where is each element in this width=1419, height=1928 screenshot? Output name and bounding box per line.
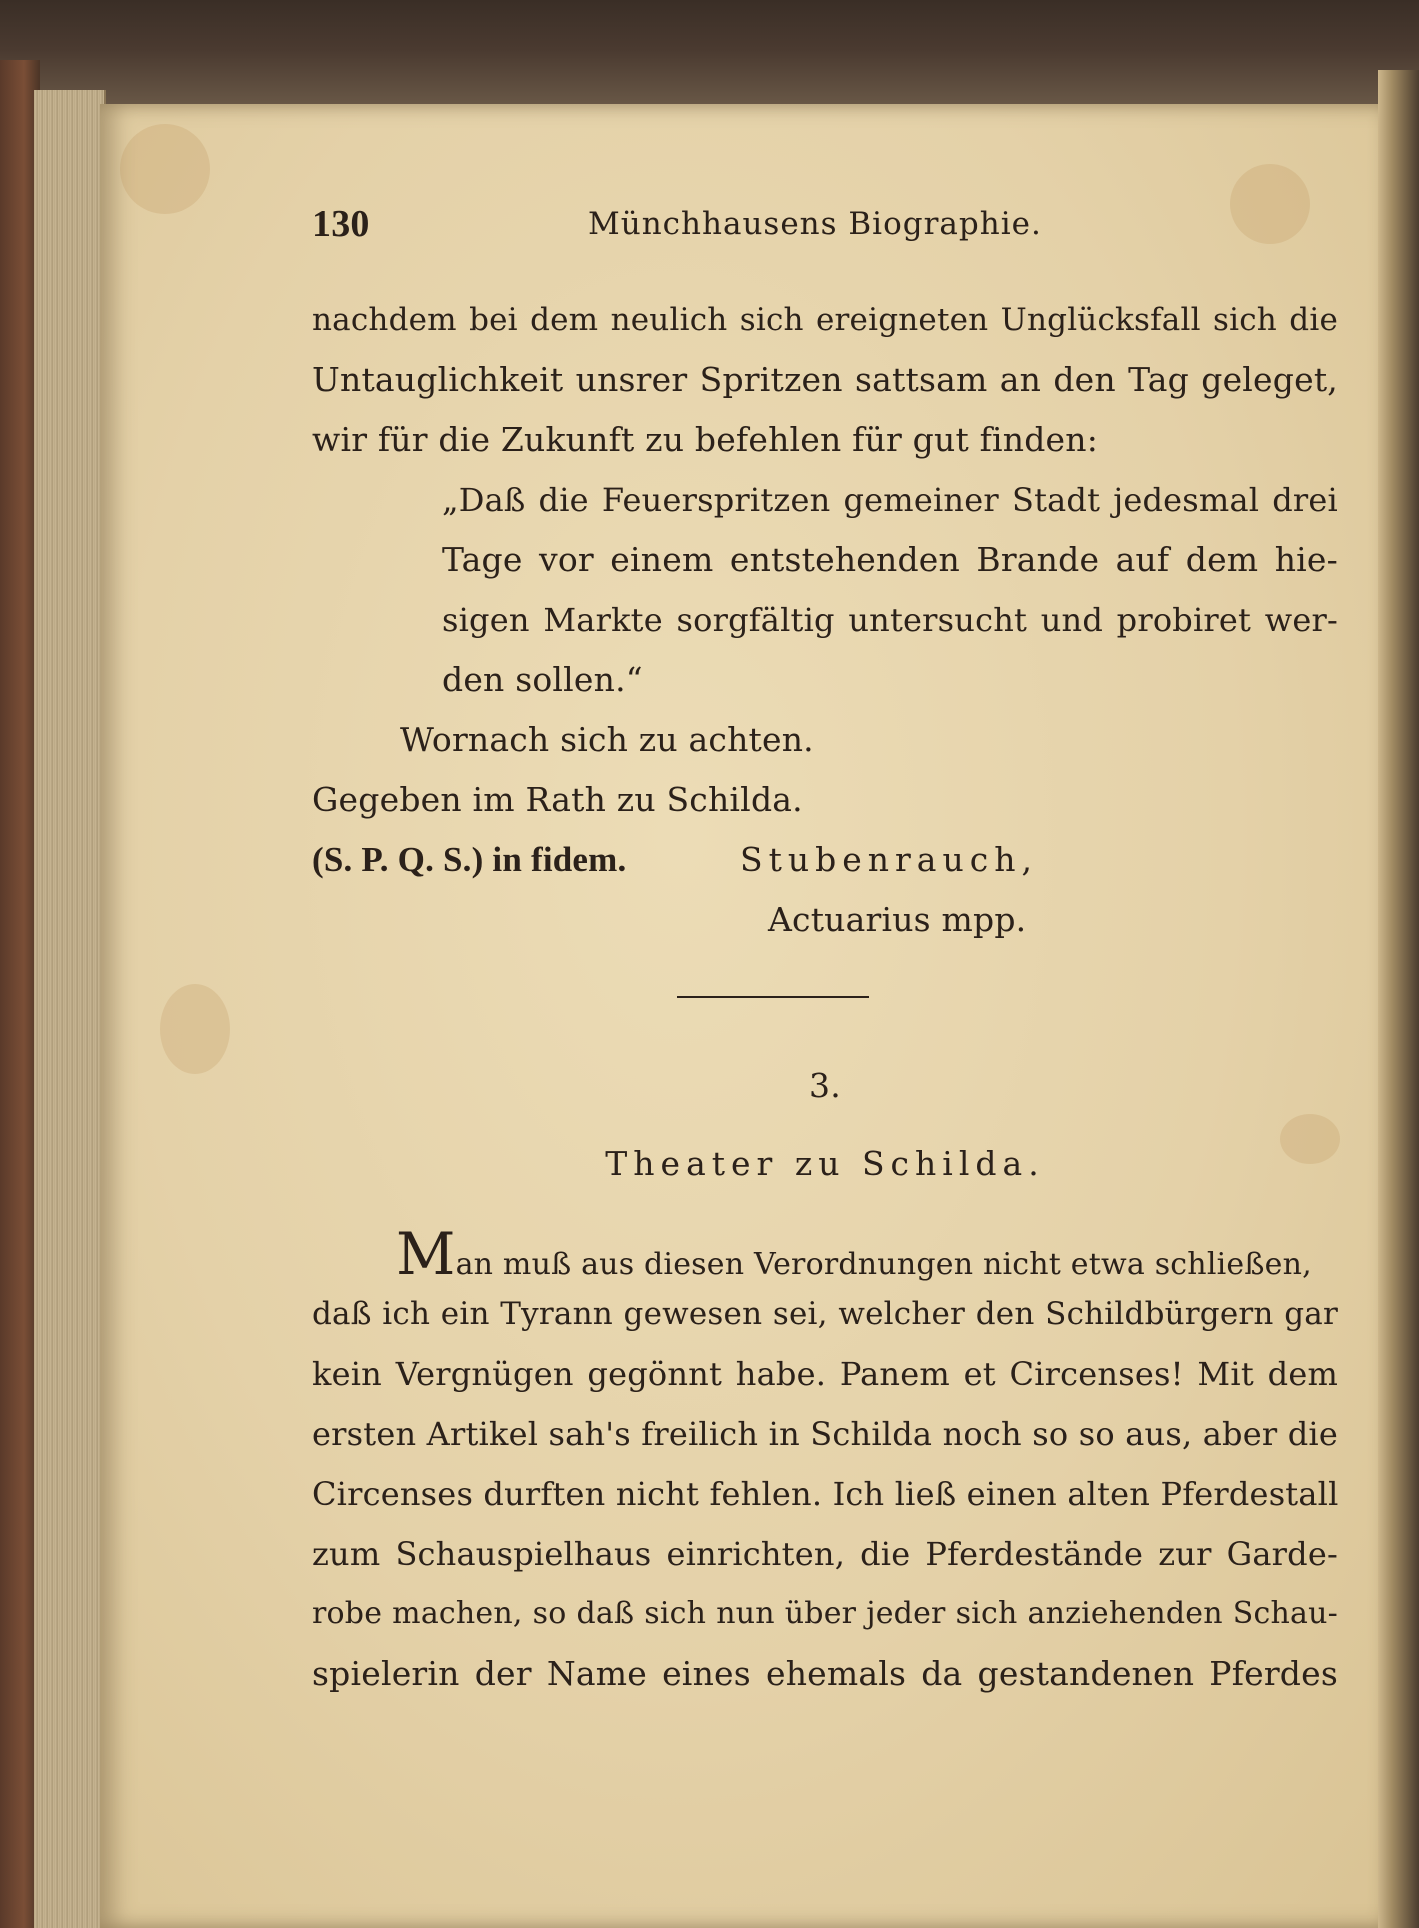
- paragraph-first-line: [396, 1220, 1338, 1288]
- text-line: wir für die Zukunft zu befehlen für gut finden:: [312, 420, 1099, 459]
- section-number: 3.: [809, 1066, 841, 1105]
- text-line: kein Vergnügen gegönnt habe. Panem et Circenses! Mit dem: [312, 1355, 1338, 1393]
- page-content: [100, 104, 1390, 1928]
- page-number: 130: [312, 203, 370, 245]
- section-title: Theater zu Schilda.: [605, 1144, 1045, 1183]
- text-line: Circenses durften nicht fehlen. Ich ließ einen alten Pferdestall: [312, 1475, 1339, 1513]
- page-stack: [34, 90, 106, 1928]
- quote-line: Tage vor einem entstehenden Brande auf dem hie-: [442, 540, 1338, 579]
- text-line: spielerin der Name eines ehemals da gestandenen Pferdes: [312, 1654, 1338, 1693]
- text-line: Wornach sich zu achten.: [400, 720, 814, 759]
- signer-name: Stubenrauch,: [740, 840, 1038, 879]
- signer-title: Actuarius mpp.: [768, 900, 1027, 939]
- running-title: Münchhausens Biographie.: [588, 206, 1042, 242]
- book-top-edge: [0, 0, 1419, 110]
- first-line-text: an muß aus diesen Verordnungen nicht etwa schließen,: [455, 1247, 1312, 1282]
- text-line: Gegeben im Rath zu Schilda.: [312, 780, 803, 819]
- drop-cap: M: [396, 1220, 456, 1288]
- text-line: nachdem bei dem neulich sich ereigneten Unglücksfall sich die: [312, 302, 1338, 338]
- quote-line: „Daß die Feuerspritzen gemeiner Stadt jedesmal drei: [442, 481, 1338, 519]
- seal-line: (S. P. Q. S.) in fidem.: [312, 840, 627, 879]
- quote-line: den sollen.“: [442, 660, 643, 699]
- text-line: robe machen, so daß sich nun über jeder sich anziehenden Schau-: [312, 1596, 1338, 1631]
- text-line: ersten Artikel sah's freilich in Schilda noch so so aus, aber die: [312, 1415, 1338, 1453]
- text-line: Untauglichkeit unsrer Spritzen sattsam an den Tag geleget,: [312, 360, 1338, 399]
- quote-line: sigen Markte sorgfältig untersucht und probiret wer-: [442, 601, 1338, 639]
- section-divider: [677, 996, 869, 998]
- text-line: zum Schauspielhaus einrichten, die Pferdestände zur Garde-: [312, 1535, 1338, 1573]
- text-line: daß ich ein Tyrann gewesen sei, welcher den Schildbürgern gar: [312, 1296, 1338, 1332]
